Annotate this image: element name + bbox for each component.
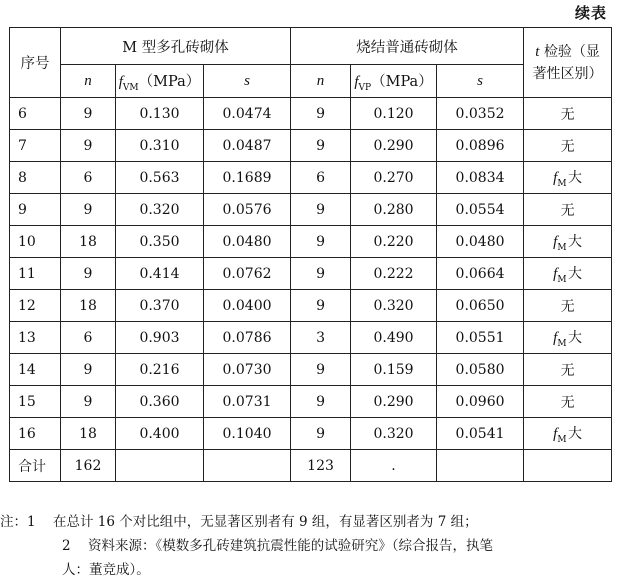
cell-id: 12 <box>10 290 61 322</box>
cell-n2: 9 <box>291 226 351 258</box>
note-2-cont: 人：董竞成）。 <box>62 562 150 578</box>
cell-s2: 0.0896 <box>437 130 524 162</box>
notes-prefix: 注： <box>0 514 27 530</box>
note-1: 在总计 16 个对比组中，无显著区别者有 9 组，有显著区别者为 7 组； <box>53 514 478 530</box>
total-dot: . <box>351 450 437 482</box>
table-row <box>10 162 612 194</box>
table-row <box>10 418 612 450</box>
cell-n1: 9 <box>61 130 116 162</box>
cell-id: 9 <box>10 194 61 226</box>
cell-n2: 9 <box>291 290 351 322</box>
cell-fvm: 0.903 <box>116 322 204 354</box>
cell-s2: 0.0541 <box>437 418 524 450</box>
continued-label: 续表 <box>574 4 607 22</box>
cell-fvp: 0.290 <box>351 386 437 418</box>
table-row <box>10 194 612 226</box>
cell-s1: 0.1040 <box>204 418 291 450</box>
table-row <box>10 98 612 130</box>
table-row <box>10 226 612 258</box>
cell-result: 无 <box>524 290 612 322</box>
cell-fvp: 0.290 <box>351 130 437 162</box>
cell-s1: 0.0474 <box>204 98 291 130</box>
cell-n1: 9 <box>61 354 116 386</box>
cell-s2: 0.0551 <box>437 322 524 354</box>
cell-result: $f_M$ 大 <box>524 322 612 354</box>
header-n-p: n <box>291 65 351 98</box>
cell-s2: 0.0480 <box>437 226 524 258</box>
total-n2: 123 <box>291 450 351 482</box>
cell-s1: 0.1689 <box>204 162 291 194</box>
cell-id: 10 <box>10 226 61 258</box>
cell-result: $f_M$ 大 <box>524 418 612 450</box>
cell-fvm: 0.130 <box>116 98 204 130</box>
cell-n1: 6 <box>61 162 116 194</box>
cell-result: 无 <box>524 194 612 226</box>
header-group-m: M 型多孔砖砌体 <box>61 28 291 65</box>
cell-n2: 9 <box>291 386 351 418</box>
header-s-m: s <box>204 65 291 98</box>
cell-s2: 0.0580 <box>437 354 524 386</box>
cell-fvp: 0.120 <box>351 98 437 130</box>
cell-result: 无 <box>524 130 612 162</box>
cell-result: $f_M$ 大 <box>524 226 612 258</box>
table-row <box>10 130 612 162</box>
cell-n2: 9 <box>291 98 351 130</box>
cell-id: 6 <box>10 98 61 130</box>
cell-fvp: 0.220 <box>351 226 437 258</box>
cell-result: 无 <box>524 98 612 130</box>
cell-fvp: 0.320 <box>351 290 437 322</box>
cell-fvp: 0.490 <box>351 322 437 354</box>
cell-s1: 0.0400 <box>204 290 291 322</box>
cell-s1: 0.0576 <box>204 194 291 226</box>
cell-id: 11 <box>10 258 61 290</box>
total-n1: 162 <box>61 450 116 482</box>
cell-fvm: 0.216 <box>116 354 204 386</box>
cell-n1: 18 <box>61 418 116 450</box>
cell-s1: 0.0731 <box>204 386 291 418</box>
cell-s2: 0.0664 <box>437 258 524 290</box>
cell-n1: 9 <box>61 194 116 226</box>
cell-fvp: 0.320 <box>351 418 437 450</box>
note-2: 资料来源：《模数多孔砖建筑抗震性能的试验研究》（综合报告，执笔 <box>88 538 493 554</box>
cell-fvm: 0.370 <box>116 290 204 322</box>
header-ttest: t 检验（显 著性区别） <box>524 28 612 98</box>
table-row <box>10 290 612 322</box>
cell-id: 7 <box>10 130 61 162</box>
cell-s1: 0.0480 <box>204 226 291 258</box>
cell-id: 15 <box>10 386 61 418</box>
cell-s2: 0.0960 <box>437 386 524 418</box>
cell-id: 13 <box>10 322 61 354</box>
table-row <box>10 322 612 354</box>
total-label: 合计 <box>10 450 61 482</box>
cell-s2: 0.0352 <box>437 98 524 130</box>
cell-result: $f_M$ 大 <box>524 258 612 290</box>
cell-n1: 6 <box>61 322 116 354</box>
cell-fvp: 0.280 <box>351 194 437 226</box>
cell-fvm: 0.414 <box>116 258 204 290</box>
cell-n2: 9 <box>291 354 351 386</box>
cell-s2: 0.0834 <box>437 162 524 194</box>
header-seq: 序号 <box>10 28 61 98</box>
cell-fvm: 0.360 <box>116 386 204 418</box>
cell-s2: 0.0554 <box>437 194 524 226</box>
cell-fvp: 0.159 <box>351 354 437 386</box>
cell-result: 无 <box>524 386 612 418</box>
cell-n2: 3 <box>291 322 351 354</box>
header-fvp: $f_{VP}(MPa)$ <box>351 65 437 98</box>
table-row <box>10 386 612 418</box>
cell-n2: 9 <box>291 130 351 162</box>
header-s-p: s <box>437 65 524 98</box>
cell-fvm: 0.310 <box>116 130 204 162</box>
cell-fvm: 0.320 <box>116 194 204 226</box>
cell-n1: 18 <box>61 290 116 322</box>
cell-fvm: 0.350 <box>116 226 204 258</box>
data-table <box>9 27 612 482</box>
header-group-p: 烧结普通砖砌体 <box>291 28 524 65</box>
notes: 注：1 在总计 16 个对比组中，无显著区别者有 9 组，有显著区别者为 7 组； 2 资料来源：《模数多孔砖建筑抗震性能的试验研究》（综合报告，执笔 人：董竞成）。 <box>62 510 607 582</box>
cell-n2: 6 <box>291 162 351 194</box>
cell-n1: 18 <box>61 226 116 258</box>
cell-s1: 0.0786 <box>204 322 291 354</box>
table-row <box>10 354 612 386</box>
cell-n2: 9 <box>291 258 351 290</box>
table-row <box>10 258 612 290</box>
cell-id: 8 <box>10 162 61 194</box>
cell-fvp: 0.270 <box>351 162 437 194</box>
cell-n2: 9 <box>291 418 351 450</box>
cell-s1: 0.0762 <box>204 258 291 290</box>
cell-result: $f_M$ 大 <box>524 162 612 194</box>
cell-s1: 0.0730 <box>204 354 291 386</box>
cell-n2: 9 <box>291 194 351 226</box>
header-fvm: $f_{VM}(MPa)$ <box>116 65 204 98</box>
cell-n1: 9 <box>61 98 116 130</box>
cell-id: 14 <box>10 354 61 386</box>
cell-n1: 9 <box>61 258 116 290</box>
cell-fvm: 0.563 <box>116 162 204 194</box>
cell-s2: 0.0650 <box>437 290 524 322</box>
cell-result: 无 <box>524 354 612 386</box>
header-n-m: n <box>61 65 116 98</box>
cell-n1: 9 <box>61 386 116 418</box>
cell-id: 16 <box>10 418 61 450</box>
cell-s1: 0.0487 <box>204 130 291 162</box>
cell-fvm: 0.400 <box>116 418 204 450</box>
cell-fvp: 0.222 <box>351 258 437 290</box>
